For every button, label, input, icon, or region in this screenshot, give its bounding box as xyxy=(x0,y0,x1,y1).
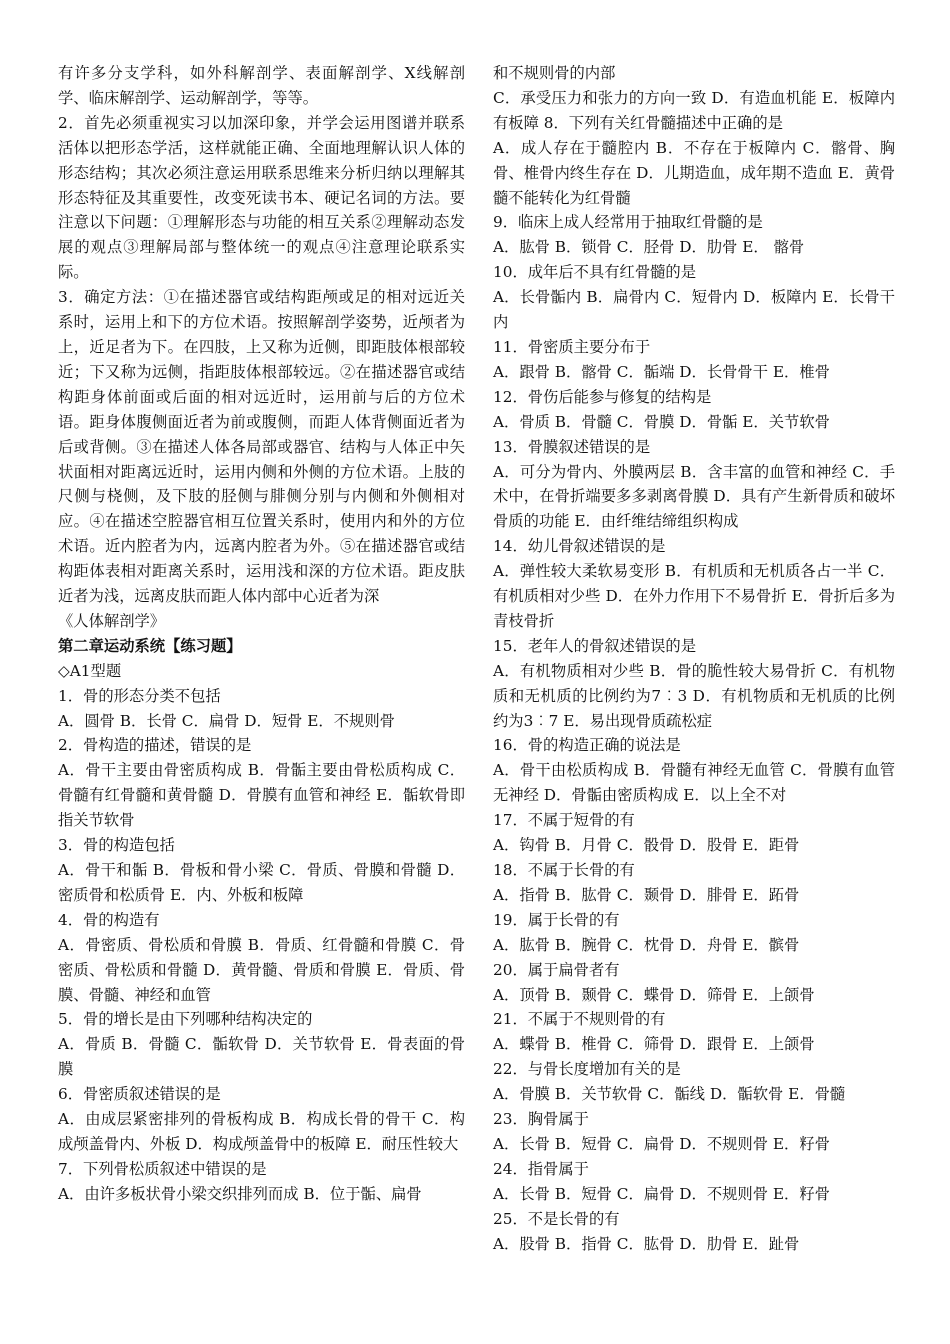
question-stem: 15．老年人的骨叙述错误的是 xyxy=(493,636,697,655)
question-stem: 19．属于长骨的有 xyxy=(493,910,620,929)
paragraph: 3．确定方法：①在描述器官或结构距颅或足的相对远近关系时，运用上和下的方位术语。按照解剖学姿势，近颅者为上，近足者为下。在四肢，上又称为近侧，即距肢体根部较近；下又称为远侧，指距肢体根部较远。②在描述器官或结构距身体前面或后面的相对远近时，运用前与后的方位术语。距身体腹侧面近者为前或腹侧，而距人体背侧面近者为后或背侧。③在描述人体各局部或器官、结构与人体正中矢状面相对距离远近时，运用内侧和外侧的方位术语。上肢的尺侧与桡侧，及下肢的胫侧与腓侧分别与内侧和外侧相对应。④在描述空腔器官相互位置关系时，使用内和外的方位术语。近内腔者为内，远离内腔者为外。⑤在描述器官或结构距体表相对距离关系时，运用浅和深的方位术语。距皮肤近者为浅，远离皮肤而距人体内部中心近者为深 xyxy=(58,288,465,606)
question-options: A．可分为骨内、外膜两层 B．含丰富的血管和神经 C．手术中，在骨折端要多多剥离骨膜 D．具有产生新骨质和破坏骨质的功能 E．由纤维结缔组织构成 xyxy=(493,462,895,531)
question-stem: 18．不属于长骨的有 xyxy=(493,861,635,879)
question-stem: 24．指骨属于 xyxy=(493,1159,589,1178)
question-options: A．由许多板状骨小梁交织排列而成 B．位于骺、扁骨 xyxy=(58,1184,422,1203)
question-stem: 14．幼儿骨叙述错误的是 xyxy=(493,537,666,556)
question-options: A．骨膜 B．关节软骨 C．骺线 D．骺软骨 E．骨髓 xyxy=(493,1085,846,1104)
question-options: A．弹性较大柔软易变形 B．有机质和无机质各占一半 C．有机质相对少些 D．在外力作用下不易骨折 E．骨折后多为青枝骨折 xyxy=(493,562,895,630)
question-stem: 12．骨伤后能参与修复的结构是 xyxy=(493,387,712,406)
book-title: 《人体解剖学》 xyxy=(58,611,166,630)
question-options: A．骨干和骺 B．骨板和骨小梁 C．骨质、骨膜和骨髓 D．密质骨和松质骨 E．内、外板和板障 xyxy=(58,861,465,904)
question-options: A．长骨 B．短骨 C．扁骨 D．不规则骨 E．籽骨 xyxy=(493,1184,830,1203)
question-stem: 22．与骨长度增加有关的是 xyxy=(493,1060,681,1079)
question-options: A．骨干主要由骨密质构成 B．骨骺主要由骨松质构成 C．骨髓有红骨髓和黄骨髓 D．骨膜有血管和神经 E．骺软骨即指关节软骨 xyxy=(58,761,465,830)
question-options: A．长骨骺内 B．扁骨内 C．短骨内 D．板障内 E．长骨干内 xyxy=(493,288,895,332)
question-options: A．骨质 B．骨髓 C．骨膜 D．骨骺 E．关节软骨 xyxy=(493,412,830,431)
question-options: A．顶骨 B．颞骨 C．蝶骨 D．筛骨 E．上颌骨 xyxy=(493,985,815,1004)
question-options: A．骨质 B．骨髓 C．骺软骨 D．关节软骨 E．骨表面的骨膜 xyxy=(58,1035,465,1079)
question-options: A．跟骨 B．髂骨 C．骺端 D．长骨骨干 E．椎骨 xyxy=(493,362,830,381)
question-stem: 5．骨的增长是由下列哪种结构决定的 xyxy=(58,1010,313,1029)
right-column xyxy=(493,61,895,1257)
question-stem: 6．骨密质叙述错误的是 xyxy=(58,1085,221,1104)
question-stem: 9．临床上成人经常用于抽取红骨髓的是 xyxy=(493,213,763,232)
question-stem: 2．骨构造的描述，错误的是 xyxy=(58,736,252,755)
question-options: A．圆骨 B．长骨 C．扁骨 D．短骨 E．不规则骨 xyxy=(58,711,395,730)
question-stem: 11．骨密质主要分布于 xyxy=(493,337,651,356)
question-options: A．骨干由松质构成 B．骨髓有神经无血管 C．骨膜有血管无神经 D．骨骺由密质构成 E．以上全不对 xyxy=(493,761,895,805)
question-stem: 7．下列骨松质叙述中错误的是 xyxy=(58,1159,267,1178)
paragraph: 2．首先必须重视实习以加深印象，并学会运用图谱并联系活体以把形态学活，这样就能正确、全面地理解认识人体的形态结构；其次必须注意运用联系思维来分析归纳以理解其形态特征及其重要性，改变死读书本、硬记名词的方法。要注意以下问题：①理解形态与功能的相互关系②理解动态发展的观点③理解局部与整体统一的观点④注意理论联系实际。 xyxy=(58,113,465,282)
question-stem: 20．属于扁骨者有 xyxy=(493,960,620,979)
question-options: A．蝶骨 B．椎骨 C．筛骨 D．跟骨 E．上颌骨 xyxy=(493,1035,815,1054)
paragraph: 有许多分支学科，如外科解剖学、表面解剖学、X线解剖学、临床解剖学、运动解剖学，等等。 xyxy=(58,64,465,107)
question-options: A．股骨 B．指骨 C．肱骨 D．肋骨 E．趾骨 xyxy=(493,1234,800,1253)
question-options: A．钩骨 B．月骨 C．骰骨 D．股骨 E．距骨 xyxy=(493,836,800,855)
question-options: A．成人存在于髓腔内 B．不存在于板障内 C．髂骨、胸骨、椎骨内终生存在 D．儿期造血，成年期不造血 E．黄骨髓不能转化为红骨髓 xyxy=(493,138,895,207)
question-stem: 16．骨的构造正确的说法是 xyxy=(493,736,681,755)
question-stem: 10．成年后不具有红骨髓的是 xyxy=(493,263,697,282)
question-options: A．长骨 B．短骨 C．扁骨 D．不规则骨 E．籽骨 xyxy=(493,1134,830,1153)
question-stem: 25．不是长骨的有 xyxy=(493,1209,620,1228)
question-options: A．肱骨 B．锁骨 C．胫骨 D．肋骨 E． 髂骨 xyxy=(493,238,805,257)
question-stem: 1．骨的形态分类不包括 xyxy=(58,686,221,705)
question-stem: 23．胸骨属于 xyxy=(493,1110,589,1129)
chapter-heading: 第二章运动系统【练习题】 xyxy=(58,636,242,655)
question-options: A．肱骨 B．腕骨 C．枕骨 D．舟骨 E．髌骨 xyxy=(493,935,800,954)
question-stem: 13．骨膜叙述错误的是 xyxy=(493,437,651,456)
question-stem: 4．骨的构造有 xyxy=(58,910,160,929)
question-options-continued: 和不规则骨的内部 xyxy=(493,64,616,82)
question-options: A．有机物质相对少些 B．骨的脆性较大易骨折 C．有机物质和无机质的比例约为7︰3 D．有机物质和无机质的比例约为3︰7 E．易出现骨质疏松症 xyxy=(493,661,895,730)
question-stem: 3．骨的构造包括 xyxy=(58,836,175,855)
question-type-label: ◇A1型题 xyxy=(58,661,122,680)
question-options: A．由成层紧密排列的骨板构成 B．构成长骨的骨干 C．构成颅盖骨内、外板 D．构成颅盖骨中的板障 E．耐压性较大 xyxy=(58,1110,465,1153)
question-options: A．指骨 B．肱骨 C．颞骨 D．腓骨 E．跖骨 xyxy=(493,885,800,904)
question-options: C．承受压力和张力的方向一致 D．有造血机能 E．板障内有板障 8．下列有关红骨髓描述中正确的是 xyxy=(493,88,895,132)
left-column xyxy=(58,61,465,1207)
question-stem: 17．不属于短骨的有 xyxy=(493,811,635,830)
question-options: A．骨密质、骨松质和骨膜 B．骨质、红骨髓和骨膜 C．骨密质、骨松质和骨髓 D．黄骨髓、骨质和骨膜 E．骨质、骨膜、骨髓、神经和血管 xyxy=(58,935,465,1004)
question-stem: 21．不属于不规则骨的有 xyxy=(493,1010,666,1029)
